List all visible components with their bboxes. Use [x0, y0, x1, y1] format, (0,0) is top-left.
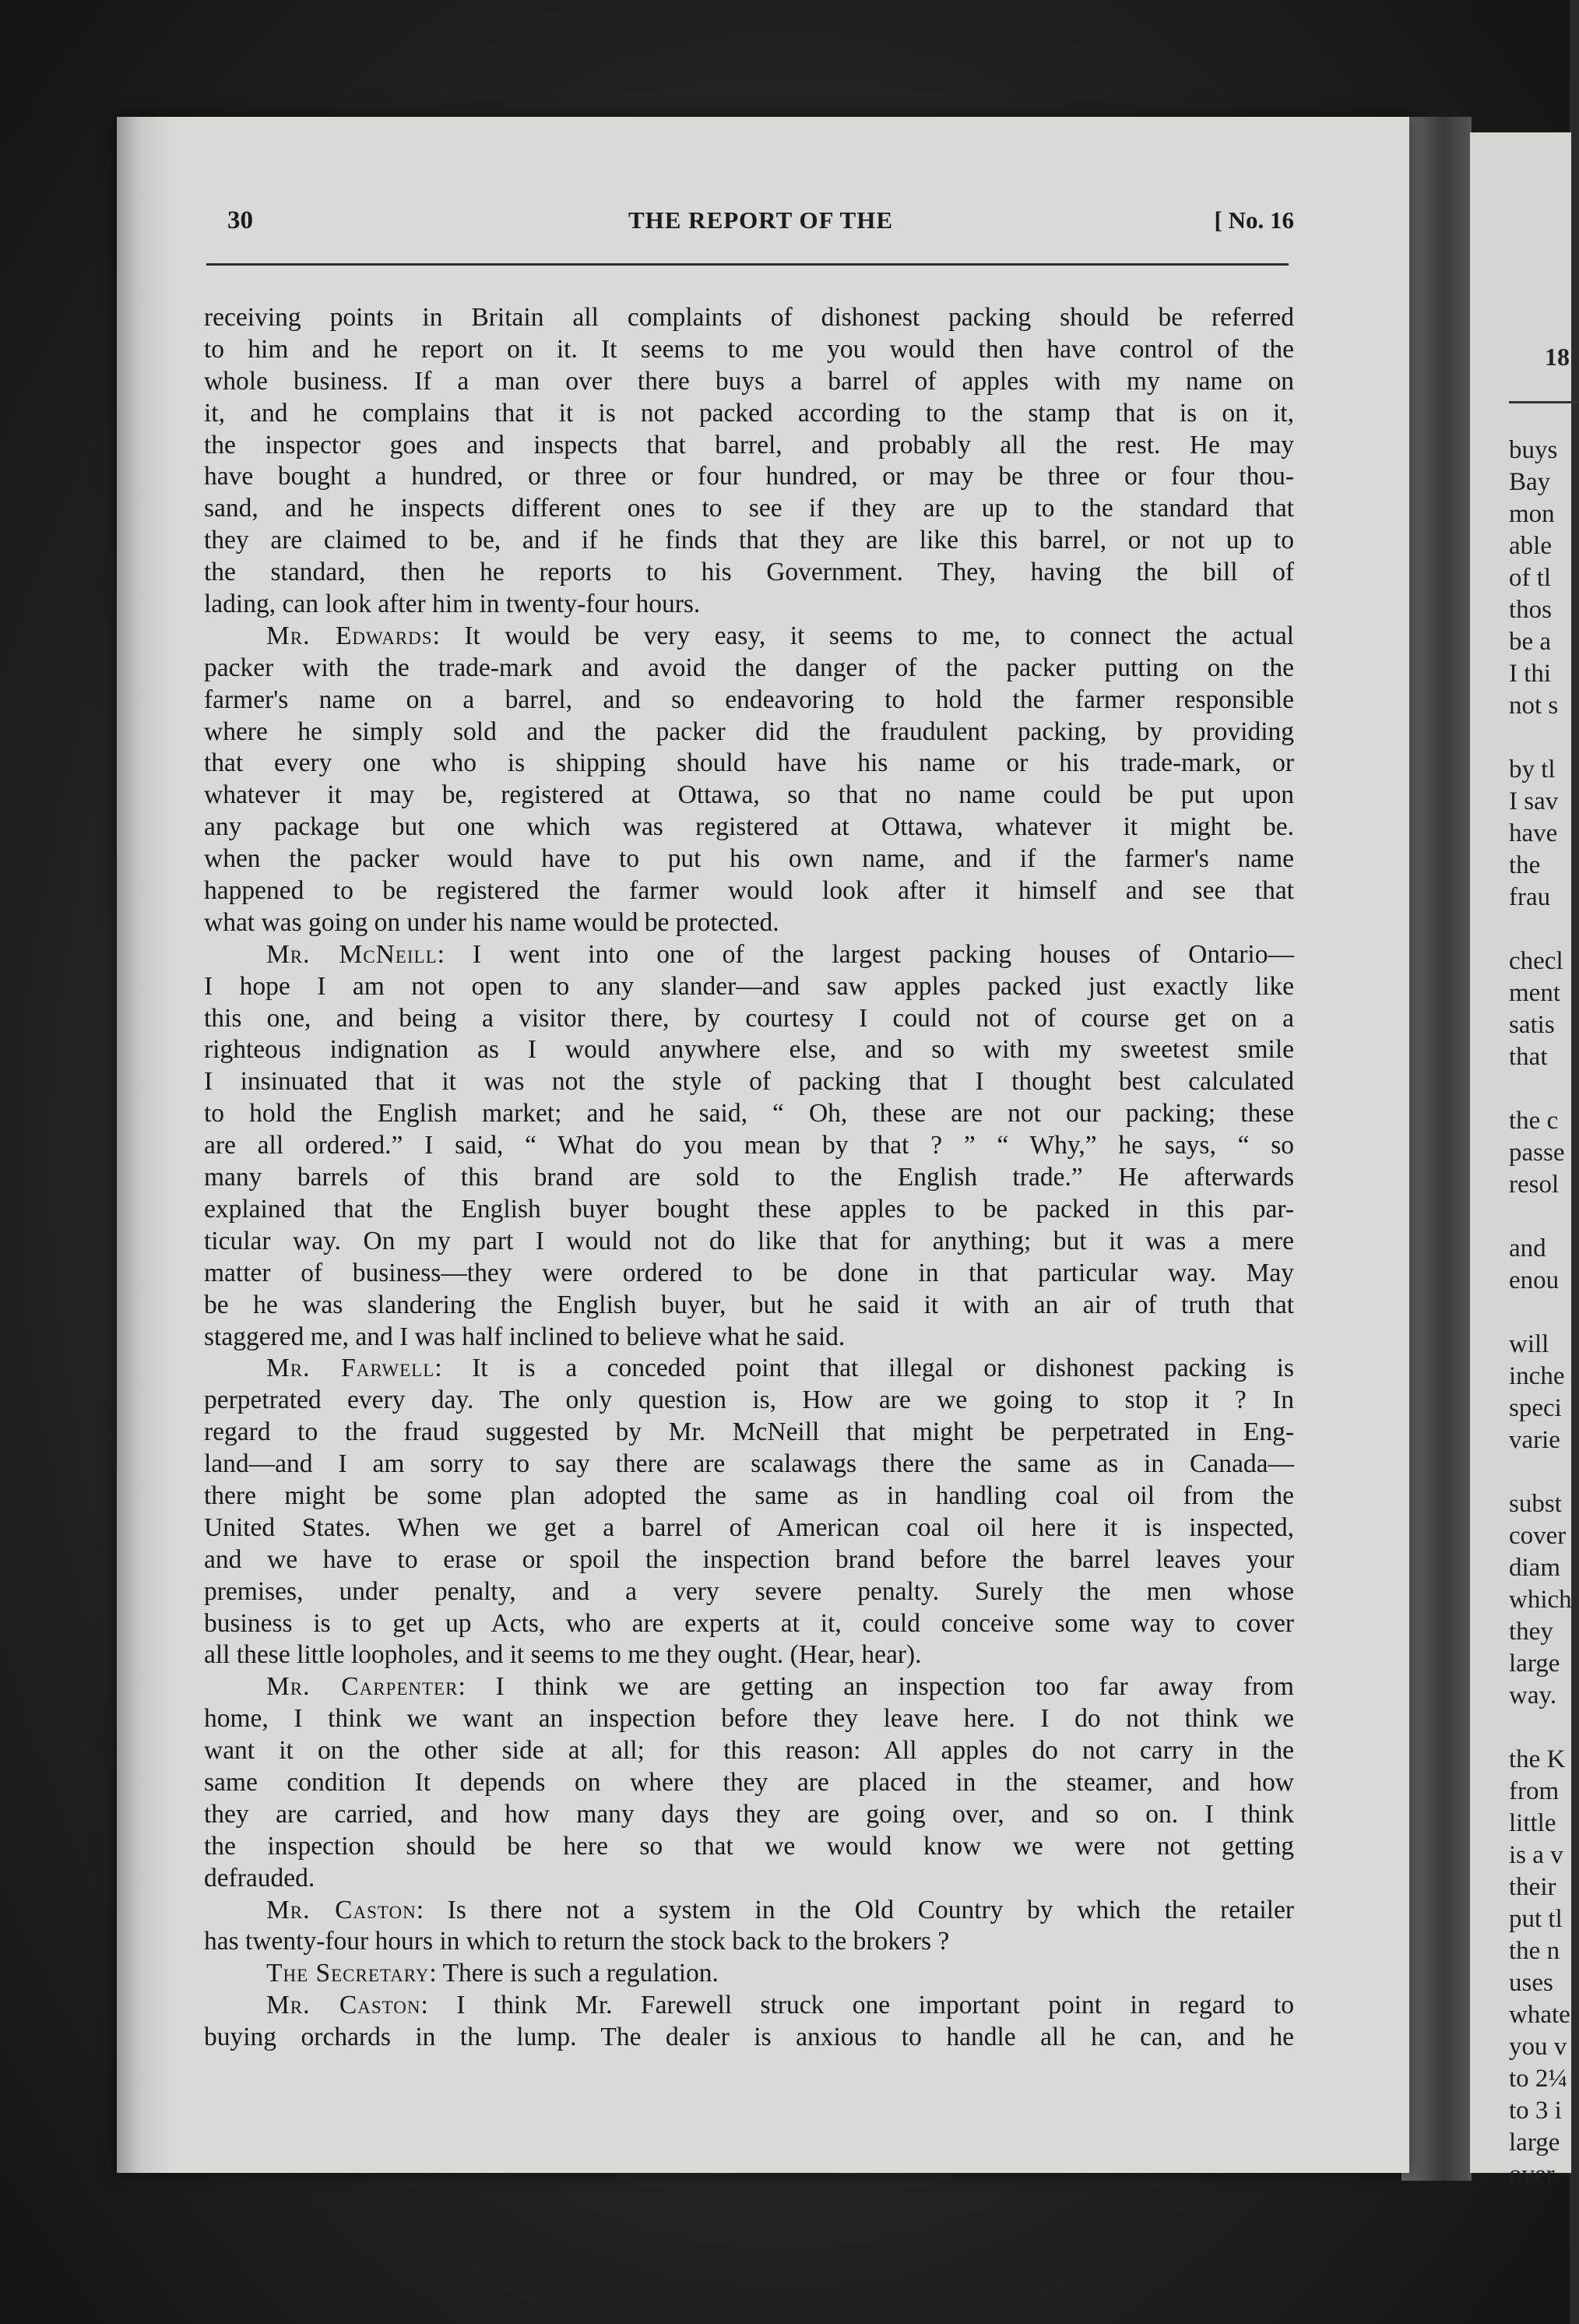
text-line: [204, 589, 1294, 621]
facing-line-fragment: that: [1509, 1043, 1548, 1071]
running-title: THE REPORT OF THE: [628, 206, 894, 234]
facing-line-fragment: I sav: [1509, 787, 1559, 815]
page-number: 30: [227, 206, 253, 234]
line-text: defrauded.: [204, 1863, 315, 1893]
text-line: [204, 1003, 1294, 1035]
text-line: [204, 2022, 1294, 2054]
line-text: are all ordered.” I said, “ What do you mean by that ? ” “ Why,” he says, “ so: [204, 1131, 1294, 1160]
text-line: [204, 1608, 1294, 1640]
line-text: receiving points in Britain all complaints of dishonest packing should be referred: [204, 303, 1294, 332]
line-text: : Is there not a system in the Old Country by which the retailer: [416, 1895, 1294, 1924]
text-line: [204, 525, 1294, 557]
line-text: : I think Mr. Farewell struck one important point in regard to: [420, 1991, 1294, 2020]
facing-line-fragment: diam: [1509, 1554, 1560, 1582]
line-text: : It would be very easy, it seems to me, to connect the actual: [432, 621, 1294, 650]
line-text: when the packer would have to put his own name, and if the farmer's name: [204, 844, 1294, 874]
text-line: [204, 1290, 1294, 1322]
facing-line-fragment: ment: [1509, 979, 1560, 1007]
line-text: all these little loopholes, and it seems to me they ought. (Hear, hear).: [204, 1640, 922, 1670]
speaker-paragraph-start: [204, 1353, 1294, 1385]
line-text: same condition It depends on where they are placed in the steamer, and how: [204, 1767, 1294, 1797]
line-text: the standard, then he reports to his Government. They, having the bill of: [204, 558, 1294, 587]
text-line: [204, 1098, 1294, 1130]
text-line: [204, 1831, 1294, 1863]
text-line: [204, 1481, 1294, 1512]
text-line: [204, 1194, 1294, 1226]
facing-line-fragment: uses: [1509, 1969, 1553, 1997]
facing-line-fragment: the: [1509, 851, 1541, 879]
line-text: the inspector goes and inspects that barrel, and probably all the rest. He may: [204, 430, 1294, 460]
line-text: : It is a conceded point that illegal or dishonest packing is: [434, 1354, 1294, 1383]
line-text: : There is such a regulation.: [429, 1959, 719, 1988]
facing-line-fragment: whate: [1509, 2001, 1570, 2029]
text-line: [204, 1417, 1294, 1449]
facing-line-fragment: from: [1509, 1777, 1560, 1805]
text-line: [204, 430, 1294, 462]
facing-line-fragment: I thi: [1509, 660, 1552, 688]
facing-line-fragment: speci: [1509, 1394, 1562, 1422]
facing-line-fragment: you v: [1509, 2033, 1567, 2061]
text-line: [204, 398, 1294, 430]
line-text: explained that the English buyer bought these apples to be packed in this par-: [204, 1194, 1294, 1224]
line-text: packer with the trade-mark and avoid the danger of the packer putting on the: [204, 653, 1294, 682]
text-line: [204, 1544, 1294, 1576]
speaker-name: Mr. Edwards: [266, 621, 433, 650]
speaker-paragraph-start: [204, 621, 1294, 653]
facing-page-fragment: [1470, 132, 1572, 2188]
line-text: want it on the other side at all; for this reason: All apples do not carry in the: [204, 1736, 1294, 1766]
line-text: righteous indignation as I would anywhere else, and so with my sweetest smile: [204, 1035, 1294, 1065]
text-line: [204, 1034, 1294, 1066]
facing-line-fragment: and: [1509, 1234, 1546, 1262]
speaker-paragraph-start: [204, 939, 1294, 971]
speaker-name: The Secretary: [266, 1959, 430, 1988]
line-text: whole business. If a man over there buys a barrel of apples with my name on: [204, 366, 1294, 396]
facing-line-fragment: the n: [1509, 1937, 1560, 1965]
facing-line-fragment: large: [1509, 2129, 1560, 2157]
line-text: premises, under penalty, and a very severe penalty. Surely the men whose: [204, 1576, 1294, 1606]
facing-line-fragment: mon: [1509, 500, 1555, 528]
facing-line-fragment: passe: [1509, 1139, 1565, 1167]
facing-line-fragment: to 2¼: [1509, 2065, 1568, 2093]
text-line: [204, 461, 1294, 493]
line-text: it, and he complains that it is not packed according to the stamp that is on it,: [204, 398, 1294, 428]
line-text: many barrels of this brand are sold to the English trade.” He afterwards: [204, 1163, 1294, 1192]
text-line: [204, 1258, 1294, 1290]
line-text: to hold the English market; and he said, “ Oh, these are not our packing; these: [204, 1099, 1294, 1129]
facing-line-fragment: frau: [1509, 883, 1551, 911]
line-text: any package but one which was registered at Ottawa, whatever it might be.: [204, 812, 1294, 842]
facing-line-fragment: varie: [1509, 1426, 1560, 1454]
text-line: [204, 875, 1294, 907]
facing-line-fragment: is a v: [1509, 1841, 1563, 1869]
line-text: that every one who is shipping should have his name or his trade-mark, or: [204, 748, 1294, 778]
facing-line-fragment: their: [1509, 1873, 1556, 1901]
text-line: [204, 1735, 1294, 1767]
facing-line-fragment: put tl: [1509, 1905, 1563, 1933]
text-line: [204, 685, 1294, 717]
line-text: they are claimed to be, and if he finds that they are like this barrel, or not up to: [204, 526, 1294, 555]
text-line: [204, 1385, 1294, 1417]
text-line: [204, 1449, 1294, 1481]
line-text: be he was slandering the English buyer, but he said it with an air of truth that: [204, 1290, 1294, 1319]
running-head: [227, 206, 1294, 238]
speaker-name: Mr. Caston: [266, 1895, 417, 1924]
speaker-paragraph-start: [204, 1895, 1294, 1927]
facing-line-fragment: not s: [1509, 692, 1559, 720]
line-text: staggered me, and I was half inclined to believe what he said.: [204, 1322, 846, 1351]
text-line: [204, 780, 1294, 812]
facing-line-fragment: way.: [1509, 1681, 1557, 1710]
line-text: ticular way. On my part I would not do like that for anything; but it was a mere: [204, 1226, 1294, 1255]
line-text: sand, and he inspects different ones to see if they are up to the standard that: [204, 494, 1294, 523]
text-line: [204, 1512, 1294, 1544]
line-text: I insinuated that it was not the style of packing that I thought best calculated: [204, 1067, 1294, 1097]
line-text: buying orchards in the lump. The dealer is anxious to handle all he can, and he: [204, 2023, 1294, 2052]
line-text: there might be some plan adopted the same as in handling coal oil from the: [204, 1481, 1294, 1510]
line-text: and we have to erase or spoil the inspection brand before the barrel leaves your: [204, 1544, 1294, 1574]
text-line: [204, 493, 1294, 525]
line-text: have bought a hundred, or three or four hundred, or may be three or four thou-: [204, 462, 1294, 491]
speaker-name: Mr. McNeill: [266, 939, 438, 969]
facing-line-fragment: the K: [1509, 1745, 1566, 1773]
facing-header-rule: [1509, 401, 1579, 403]
text-line: [204, 843, 1294, 875]
line-text: happened to be registered the farmer would look after it himself and see that: [204, 876, 1294, 906]
text-line: [204, 1863, 1294, 1895]
line-text: land—and I am sorry to say there are scalawags there the same as in Canada—: [204, 1449, 1294, 1479]
facing-line-fragment: little: [1509, 1809, 1556, 1837]
speaker-paragraph-start: [204, 1671, 1294, 1703]
line-text: : I went into one of the largest packing houses of Ontario—: [437, 939, 1294, 969]
text-line: [204, 653, 1294, 685]
text-line: [204, 1799, 1294, 1831]
text-line: [204, 1066, 1294, 1098]
line-text: they are carried, and how many days they are going over, and so on. I think: [204, 1799, 1294, 1829]
facing-line-fragment: of tl: [1509, 564, 1552, 592]
line-text: home, I think we want an inspection before they leave here. I do not think we: [204, 1704, 1294, 1734]
facing-line-fragment: will: [1509, 1330, 1549, 1358]
facing-line-fragment: buys: [1509, 436, 1558, 464]
text-line: [204, 748, 1294, 780]
line-text: farmer's name on a barrel, and so endeavoring to hold the farmer responsible: [204, 685, 1294, 714]
facing-line-fragment: subst: [1509, 1490, 1562, 1518]
speaker-paragraph-start: [204, 1990, 1294, 2022]
text-line: [204, 334, 1294, 366]
text-line: [204, 557, 1294, 589]
line-text: lading, can look after him in twenty-four hours.: [204, 590, 701, 619]
speaker-name: Mr. Carpenter: [266, 1672, 459, 1702]
text-line: [204, 302, 1294, 334]
line-text: regard to the fraud suggested by Mr. McNeill that might be perpetrated in Eng-: [204, 1417, 1294, 1447]
text-line: [204, 717, 1294, 748]
facing-line-fragment: enou: [1509, 1266, 1560, 1294]
facing-line-fragment: they: [1509, 1618, 1553, 1646]
text-line: [204, 907, 1294, 939]
header-rule: [206, 263, 1289, 266]
line-text: I hope I am not open to any slander—and saw apples packed just exactly like: [204, 971, 1294, 1001]
line-text: the inspection should be here so that we would know we were not getting: [204, 1831, 1294, 1861]
facing-line-fragment: able: [1509, 532, 1552, 560]
speaker-name: Mr. Caston: [266, 1991, 421, 2020]
speaker-name: Mr. Farwell: [266, 1354, 435, 1383]
text-line: [204, 366, 1294, 398]
facing-line-fragment: have: [1509, 819, 1558, 847]
line-text: whatever it may be, registered at Ottawa, so that no name could be put upon: [204, 780, 1294, 810]
text-line: [204, 1767, 1294, 1799]
line-text: what was going on under his name would be protected.: [204, 907, 779, 937]
facing-line-fragment: satis: [1509, 1011, 1555, 1039]
issue-number: [ No. 16: [1214, 206, 1294, 234]
text-line: [204, 812, 1294, 843]
facing-line-fragment: checl: [1509, 947, 1563, 975]
speaker-paragraph-start: [204, 1958, 1294, 1990]
text-line: [204, 971, 1294, 1003]
facing-line-fragment: resol: [1509, 1171, 1560, 1199]
line-text: perpetrated every day. The only question is, How are we going to stop it ? In: [204, 1386, 1294, 1415]
facing-line-fragment: thos: [1509, 596, 1553, 624]
text-line: [204, 1226, 1294, 1258]
facing-line-fragment: inche: [1509, 1362, 1565, 1390]
facing-line-fragment: by tl: [1509, 755, 1556, 783]
text-line: [204, 1130, 1294, 1162]
line-text: has twenty-four hours in which to return the stock back to the brokers ?: [204, 1927, 950, 1956]
page-gutter: [117, 117, 171, 2173]
text-line: [204, 1322, 1294, 1354]
line-text: : I think we are getting an inspection too far away from: [458, 1672, 1294, 1702]
facing-line-fragment: be a: [1509, 628, 1552, 656]
line-text: to him and he report on it. It seems to me you would then have control of the: [204, 334, 1294, 364]
line-text: this one, and being a visitor there, by courtesy I could not of course get on a: [204, 1003, 1294, 1033]
facing-page-number: 18: [1545, 343, 1570, 371]
facing-line-fragment: large: [1509, 1650, 1560, 1678]
text-line: [204, 1162, 1294, 1194]
facing-line-fragment: which: [1509, 1586, 1572, 1614]
facing-line-fragment: to 3 i: [1509, 2097, 1562, 2125]
book-spine-shadow: [1401, 117, 1472, 2181]
text-line: [204, 1926, 1294, 1958]
facing-line-fragment: Bay: [1509, 468, 1551, 496]
facing-line-fragment: cover: [1509, 1522, 1567, 1550]
body-text: [204, 302, 1294, 2054]
text-line: [204, 1576, 1294, 1608]
text-line: [204, 1639, 1294, 1671]
facing-line-fragment: over: [1509, 2160, 1555, 2188]
line-text: United States. When we get a barrel of American coal oil here it is inspected,: [204, 1512, 1294, 1542]
text-line: [204, 1703, 1294, 1735]
line-text: business is to get up Acts, who are experts at it, could conceive some way to cover: [204, 1608, 1294, 1638]
line-text: matter of business—they were ordered to be done in that particular way. May: [204, 1258, 1294, 1287]
line-text: where he simply sold and the packer did the fraudulent packing, by providing: [204, 717, 1294, 746]
facing-line-fragment: the c: [1509, 1107, 1559, 1135]
